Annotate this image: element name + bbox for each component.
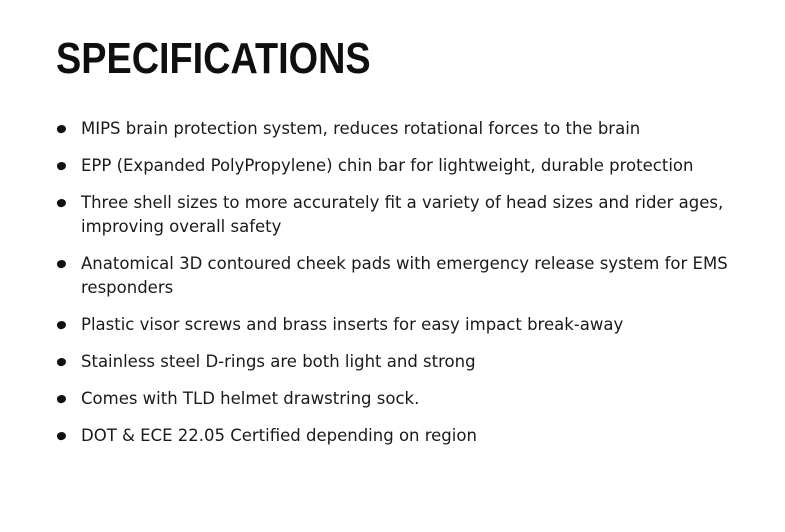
bullet-dot-icon (56, 431, 67, 442)
list-item (57, 154, 747, 178)
list-item (57, 387, 747, 411)
list-item-text: Three shell sizes to more accurately fit a variety of head sizes and rider ages, improving overall safety (81, 193, 724, 236)
list-item-text: DOT & ECE 22.05 Certified depending on region (81, 426, 477, 445)
bullet-dot-icon (56, 320, 67, 331)
list-item (57, 117, 747, 141)
specifications-list (57, 117, 747, 461)
list-item (57, 350, 747, 374)
bullet-dot-icon (56, 198, 67, 209)
bullet-dot-icon (56, 161, 67, 172)
list-item-text: Comes with TLD helmet drawstring sock. (81, 389, 420, 408)
bullet-dot-icon (56, 394, 67, 405)
bullet-dot-icon (56, 357, 67, 368)
list-item-text: EPP (Expanded PolyPropylene) chin bar for lightweight, durable protection (81, 156, 694, 175)
page-title: SPECIFICATIONS (56, 34, 371, 83)
list-item-text: Stainless steel D-rings are both light and strong (81, 352, 476, 371)
list-item-text: Plastic visor screws and brass inserts for easy impact break-away (81, 315, 624, 334)
list-item (57, 313, 747, 337)
list-item (57, 191, 747, 239)
list-item-text: MIPS brain protection system, reduces rotational forces to the brain (81, 119, 641, 138)
list-item (57, 252, 747, 300)
bullet-dot-icon (56, 124, 67, 135)
list-item-text: Anatomical 3D contoured cheek pads with emergency release system for EMS responders (81, 254, 728, 297)
list-item (57, 424, 747, 448)
bullet-dot-icon (56, 259, 67, 270)
